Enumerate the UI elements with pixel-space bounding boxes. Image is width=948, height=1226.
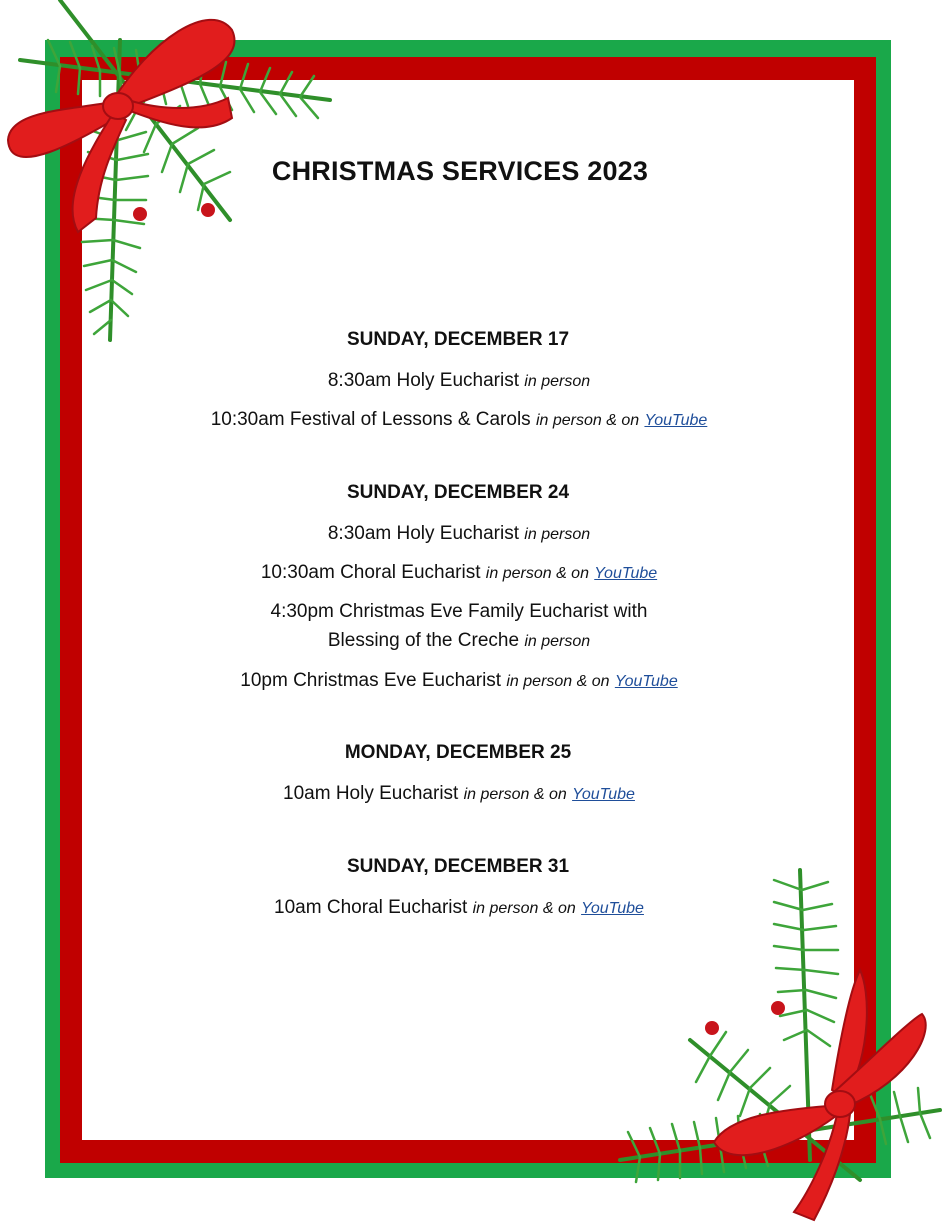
service-name: 10pm Christmas Eve Eucharist [240,670,502,691]
youtube-link[interactable]: YouTube [572,786,635,803]
service-name: 8:30am Holy Eucharist [327,523,520,544]
service-line [0,406,918,435]
service-name: 8:30am Holy Eucharist [327,370,520,391]
service-name: 10am Holy Eucharist [283,783,459,804]
service-line [0,780,918,809]
youtube-link[interactable]: YouTube [581,900,644,917]
day-heading-dec-17: SUNDAY, DECEMBER 17 [346,329,570,350]
youtube-link[interactable]: YouTube [644,412,708,429]
service-line [0,667,918,696]
service-note: in person & on [485,565,589,582]
service-note: in person [524,633,591,650]
service-line [0,559,918,588]
service-line [0,627,918,656]
service-note: in person & on [472,900,576,917]
service-name-line-1: 4:30pm Christmas Eve Family Eucharist with [270,601,648,622]
youtube-link[interactable]: YouTube [614,673,678,690]
service-line [0,367,918,396]
service-note: in person [524,373,591,390]
service-name-line-2: Blessing of the Creche [327,630,520,651]
day-heading-dec-31: SUNDAY, DECEMBER 31 [346,856,570,877]
service-line [0,598,918,626]
service-note: in person & on [535,412,640,429]
service-line [0,520,918,549]
day-heading-dec-25: MONDAY, DECEMBER 25 [344,742,572,763]
service-line [0,894,918,923]
service-name: 10:30am Choral Eucharist [260,562,481,583]
service-name: 10am Choral Eucharist [274,897,468,918]
youtube-link[interactable]: YouTube [594,565,658,582]
service-note: in person & on [506,673,610,690]
service-name: 10:30am Festival of Lessons & Carols [210,409,531,430]
page-title: CHRISTMAS SERVICES 2023 [271,156,649,186]
day-heading-dec-24: SUNDAY, DECEMBER 24 [346,482,570,503]
service-note: in person & on [463,786,567,803]
service-note: in person [524,526,591,543]
